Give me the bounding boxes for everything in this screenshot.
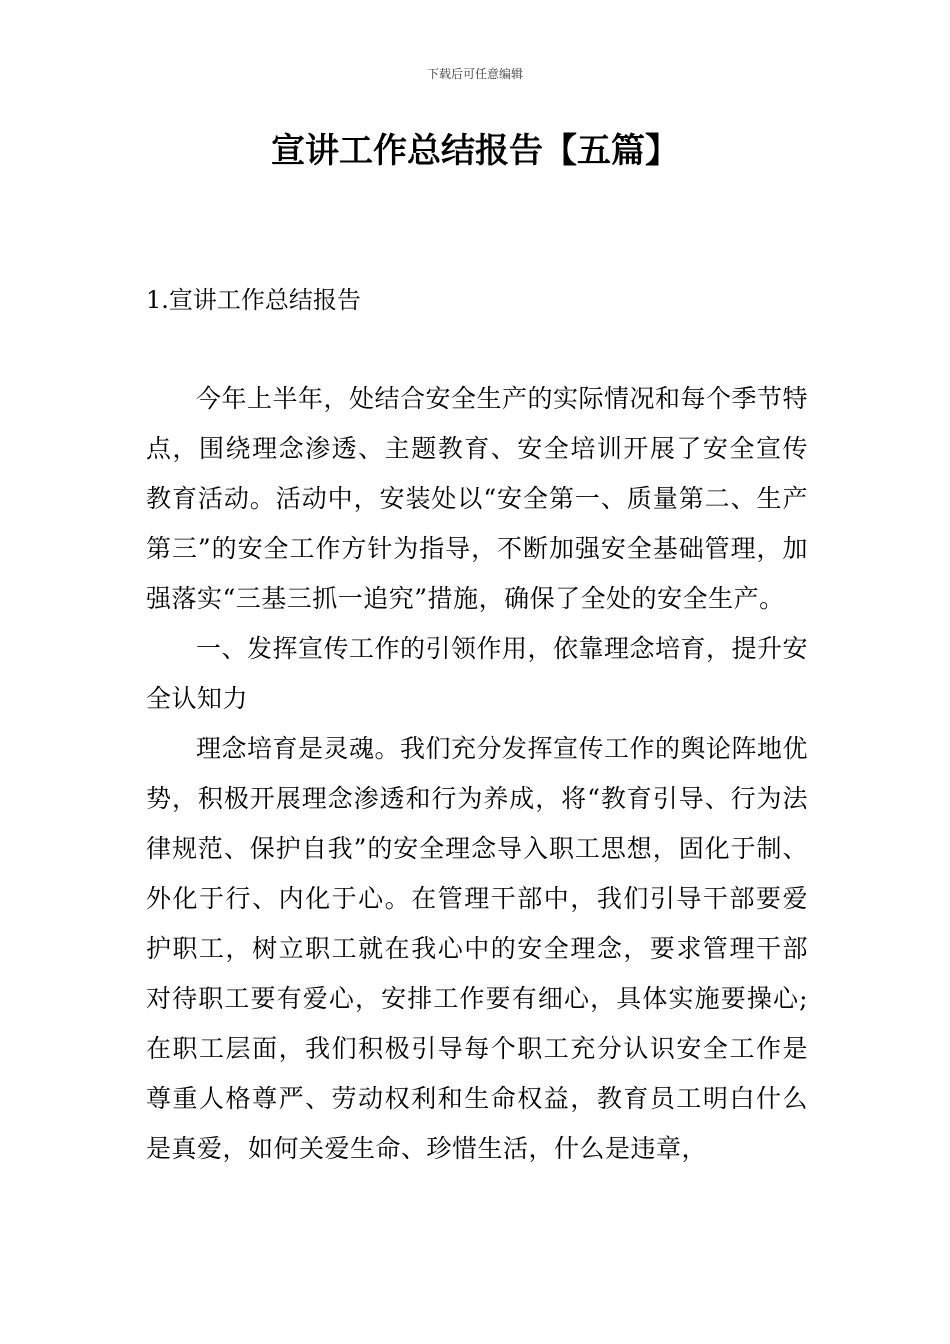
paragraph-point-one: 一、发挥宣传工作的引领作用，依靠理念培育，提升安全认知力 [146, 634, 809, 713]
section-heading: 1.宣讲工作总结报告 [146, 286, 361, 314]
header-note: 下载后可任意编辑 [426, 67, 523, 81]
paragraph-intro: 今年上半年，处结合安全生产的实际情况和每个季节特点，围绕理念渗透、主题教育、安全培训开展了安全宣传教育活动。活动中，安装处以“安全第一、质量第二、生产第三”的安全工作方针为指导，不断加强安全基础管理，加强落实“三基三抓一追究”措施，确保了全处的安全生产。 [146, 384, 809, 613]
paragraph-concept: 理念培育是灵魂。我们充分发挥宣传工作的舆论阵地优势，积极开展理念渗透和行为养成，将“教育引导、行为法律规范、保护自我”的安全理念导入职工思想，固化于制、外化于行、内化于心。在管理干部中，我们引导干部要爱护职工，树立职工就在我心中的安全理念，要求管理干部对待职工要有爱心，安排工作要有细心，具体实施要操心;在职工层面，我们积极引导每个职工充分认识安全工作是尊重人格尊严、劳动权利和生命权益，教育员工明白什么是真爱，如何关爱生命、珍惜生活，什么是违章， [146, 734, 809, 1163]
body-text [146, 374, 808, 1174]
document-title: 宣讲工作总结报告【五篇】 [271, 131, 679, 171]
